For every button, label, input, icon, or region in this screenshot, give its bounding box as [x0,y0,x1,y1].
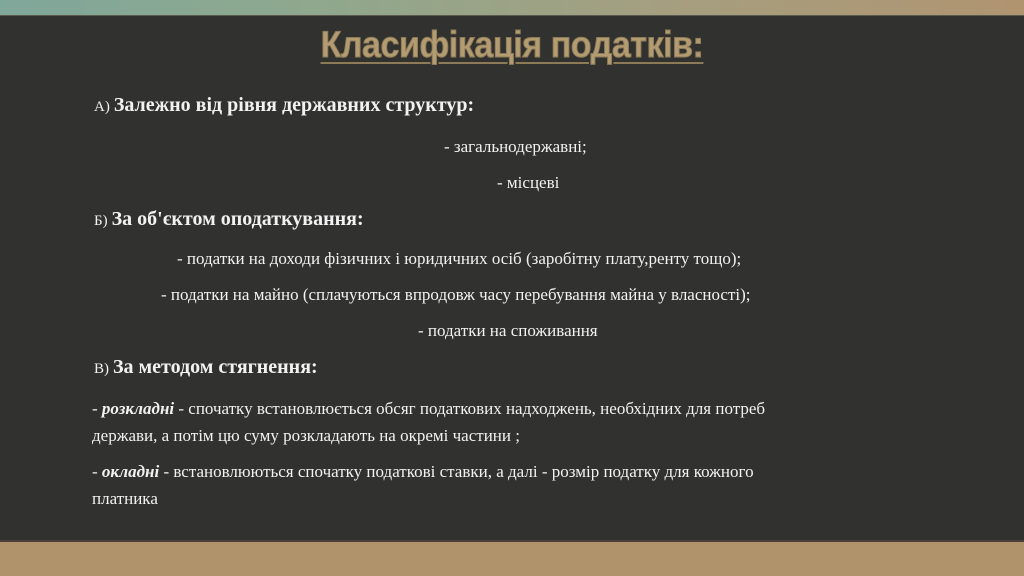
list-item-rozkladni [92,399,765,419]
list-item: - податки на споживання [418,321,598,340]
dash: - [92,462,102,481]
section-c-heading [94,356,318,379]
section-heading-text: За об'єктом оподаткування: [111,208,364,230]
bottom-decorative-band [0,540,1024,576]
list-item-continuation: платника [92,489,158,508]
section-marker: А) [94,99,110,115]
section-a-heading [94,94,474,117]
top-decorative-band [0,0,1024,16]
list-item-okladni [92,462,754,482]
list-item: - податки на доходи фізичних і юридичних осіб (заробітну плату,ренту тощо); [177,249,742,268]
slide [0,16,1024,540]
section-marker: В) [94,361,109,377]
list-item: - загальнодержавні; [444,137,587,156]
definition: - спочатку встановлюється обсяг податкових надходжень, необхідних для потреб [174,399,766,418]
list-item: - місцеві [497,173,560,192]
list-item: - податки на майно (сплачуються впродовж часу перебування майна у власності); [161,285,751,304]
term: розкладні [101,399,175,418]
section-b-heading [94,208,364,231]
list-item-continuation: держави, а потім цю суму розкладають на окремі частини ; [92,426,520,445]
slide-title: Класифікація податків: [320,24,704,65]
definition: - встановлюються спочатку податкові ставки, а далі - розмір податку для кожного [159,462,754,481]
dash: - [92,399,102,418]
section-heading-text: За методом стягнення: [113,356,318,378]
term: окладні [101,462,160,481]
section-heading-text: Залежно від рівня державних структур: [113,94,475,116]
section-marker: Б) [94,213,108,229]
